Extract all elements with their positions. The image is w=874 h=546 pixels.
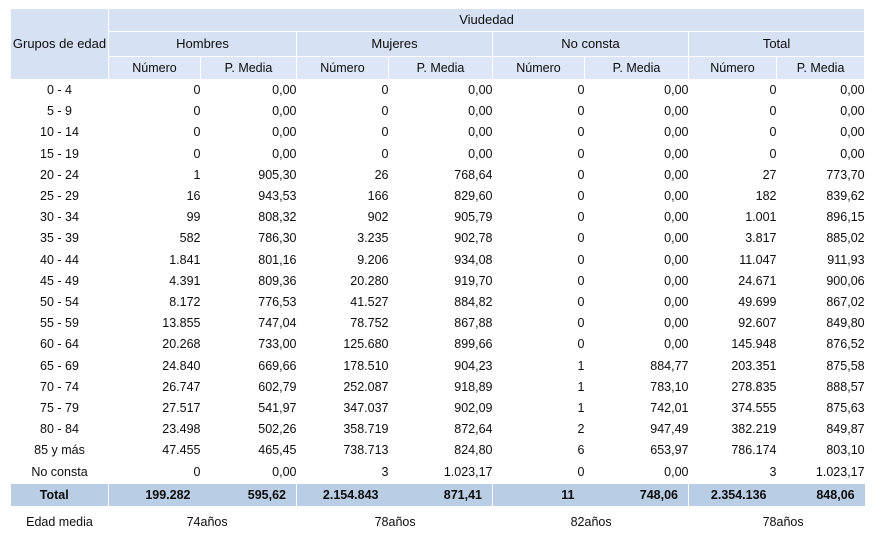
data-cell: 0,00	[664, 167, 689, 182]
data-cell: 875,58	[826, 358, 865, 373]
total-row-label: Total	[11, 483, 109, 506]
data-cell: 801,16	[258, 252, 297, 267]
table-row	[11, 419, 865, 440]
table-row	[11, 186, 865, 207]
data-cell: 11.047	[739, 252, 777, 267]
data-cell: 0,00	[272, 125, 297, 140]
header-row-title	[11, 9, 865, 32]
data-cell: 0	[381, 146, 389, 161]
data-cell: 26.747	[162, 379, 201, 394]
data-cell: 0	[577, 295, 585, 310]
data-cell: 0,00	[664, 252, 689, 267]
data-cell: 41.527	[350, 295, 389, 310]
data-cell: 776,53	[258, 295, 297, 310]
average-age-value: 82	[570, 514, 585, 529]
data-cell: 911,93	[827, 252, 865, 267]
data-cell: 0	[769, 83, 777, 97]
data-cell: 849,87	[826, 422, 865, 437]
data-cell: 0	[193, 83, 201, 97]
data-cell: 786.174	[731, 443, 777, 458]
data-cell: 27.517	[162, 401, 201, 416]
total-cell: 2.354.136	[689, 483, 777, 506]
data-cell: 905,79	[454, 210, 493, 225]
data-cell: 934,08	[454, 252, 493, 267]
table-row	[11, 377, 865, 398]
table-body	[11, 80, 865, 534]
data-cell: 0	[577, 167, 585, 182]
data-cell: 0,00	[468, 104, 493, 119]
data-cell: 896,15	[826, 210, 865, 225]
data-cell: 278.835	[731, 379, 777, 394]
row-group-label: 0 - 4	[46, 83, 72, 97]
data-cell: 653,97	[650, 443, 689, 458]
table-row	[11, 207, 865, 228]
data-cell: 0	[769, 104, 777, 119]
table-row	[11, 122, 865, 143]
data-cell: 0	[193, 125, 201, 140]
data-cell: 0	[577, 316, 585, 331]
group-header-total: Total	[689, 32, 865, 57]
data-cell: 1	[193, 167, 201, 182]
total-cell: 595,62	[201, 483, 297, 506]
data-cell: 733,00	[258, 337, 297, 352]
data-cell: 786,30	[258, 231, 297, 246]
data-cell: 0,00	[468, 146, 493, 161]
table-row	[11, 440, 865, 461]
data-cell: 0	[193, 464, 201, 479]
subheader-mujeres-pmedia: P. Media	[389, 57, 493, 80]
data-cell: 0,00	[468, 125, 493, 140]
data-cell: 947,49	[650, 422, 689, 437]
data-cell: 24.671	[738, 273, 777, 288]
group-header-hombres: Hombres	[109, 32, 297, 57]
data-cell: 582	[179, 231, 201, 246]
row-group-label: 5 - 9	[46, 104, 72, 119]
data-cell: 125.680	[343, 337, 389, 352]
header-row-groups	[11, 32, 865, 57]
average-age-value: 74	[186, 514, 201, 529]
data-cell: 1.841	[169, 252, 201, 267]
group-header-mujeres: Mujeres	[297, 32, 493, 57]
table-row	[11, 271, 865, 292]
total-cell: 848,06	[777, 483, 865, 506]
data-cell: 918,89	[454, 379, 493, 394]
data-cell: 0	[577, 83, 585, 97]
data-cell: 3.817	[745, 231, 777, 246]
data-cell: 3	[381, 464, 389, 479]
data-cell: 602,79	[258, 379, 297, 394]
data-cell: 0	[577, 252, 585, 267]
data-cell: 0,00	[840, 104, 865, 119]
data-cell: 0	[769, 125, 777, 140]
row-group-label: 85 y más	[34, 443, 85, 458]
total-cell: 871,41	[389, 483, 493, 506]
data-cell: 0,00	[272, 464, 297, 479]
viudedad-table	[10, 8, 865, 534]
data-cell: 902,78	[454, 231, 493, 246]
subheader-hombres-pmedia: P. Media	[201, 57, 297, 80]
data-cell: 1.023,17	[443, 464, 493, 479]
data-cell: 0,00	[840, 125, 865, 140]
table-row	[11, 144, 865, 165]
table-row	[11, 313, 865, 334]
data-cell: 8.172	[169, 295, 201, 310]
average-age-unit: años	[584, 514, 612, 529]
data-cell: 92.607	[738, 316, 777, 331]
data-cell: 465,45	[258, 443, 297, 458]
average-age-label: Edad media	[26, 514, 93, 529]
data-cell: 23.498	[162, 422, 201, 437]
row-group-label: No consta	[31, 464, 88, 479]
data-cell: 0,00	[664, 83, 689, 97]
data-cell: 252.087	[343, 379, 389, 394]
data-cell: 0,00	[664, 464, 689, 479]
subheader-hombres-numero: Número	[109, 57, 201, 80]
data-cell: 47.455	[162, 443, 201, 458]
data-cell: 347.037	[343, 401, 389, 416]
data-cell: 829,60	[454, 189, 493, 204]
data-cell: 9.206	[357, 252, 389, 267]
data-cell: 0,00	[664, 337, 689, 352]
data-cell: 839,62	[826, 189, 865, 204]
row-group-label: 30 - 34	[40, 210, 79, 225]
data-cell: 49.699	[738, 295, 777, 310]
data-cell: 0,00	[664, 146, 689, 161]
data-cell: 0	[577, 146, 585, 161]
row-group-label: 80 - 84	[40, 422, 79, 437]
data-cell: 899,66	[454, 337, 493, 352]
data-cell: 738.713	[343, 443, 389, 458]
data-cell: 0,00	[664, 210, 689, 225]
row-group-label: 20 - 24	[40, 167, 79, 182]
data-cell: 0	[381, 125, 389, 140]
data-cell: 2	[577, 422, 585, 437]
row-group-label: 55 - 59	[40, 316, 79, 331]
data-cell: 0,00	[664, 104, 689, 119]
header-row-subcolumns	[11, 57, 865, 80]
data-cell: 876,52	[826, 337, 865, 352]
table-row	[11, 228, 865, 249]
table-row	[11, 356, 865, 377]
data-cell: 809,36	[258, 273, 297, 288]
data-cell: 99	[186, 210, 201, 225]
table-header	[11, 9, 865, 80]
data-cell: 203.351	[731, 358, 777, 373]
data-cell: 0,00	[840, 83, 865, 97]
data-cell: 16	[186, 189, 201, 204]
data-cell: 541,97	[258, 401, 297, 416]
table-row	[11, 292, 865, 313]
data-cell: 885,02	[826, 231, 865, 246]
average-age-unit: años	[776, 514, 804, 529]
data-cell: 803,10	[826, 443, 865, 458]
row-group-label: 70 - 74	[40, 379, 79, 394]
data-cell: 905,30	[258, 167, 297, 182]
data-cell: 24.840	[162, 358, 201, 373]
data-cell: 0	[577, 189, 585, 204]
data-cell: 0,00	[272, 104, 297, 119]
data-cell: 0,00	[664, 231, 689, 246]
data-cell: 4.391	[169, 273, 201, 288]
data-cell: 166	[367, 189, 389, 204]
data-cell: 0	[193, 104, 201, 119]
data-cell: 742,01	[650, 401, 689, 416]
data-cell: 0,00	[840, 146, 865, 161]
data-cell: 872,64	[454, 422, 493, 437]
data-cell: 888,57	[826, 379, 865, 394]
row-group-label: 75 - 79	[40, 401, 79, 416]
data-cell: 374.555	[731, 401, 777, 416]
row-group-label: 65 - 69	[40, 358, 79, 373]
data-cell: 900,06	[826, 273, 865, 288]
data-cell: 875,63	[826, 401, 865, 416]
data-cell: 849,80	[826, 316, 865, 331]
subheader-mujeres-numero: Número	[297, 57, 389, 80]
data-cell: 1	[577, 401, 585, 416]
data-cell: 502,26	[258, 422, 297, 437]
data-cell: 358.719	[343, 422, 389, 437]
data-cell: 0,00	[664, 125, 689, 140]
data-cell: 26	[374, 167, 389, 182]
data-cell: 747,04	[258, 316, 297, 331]
total-cell: 748,06	[585, 483, 689, 506]
subheader-total-numero: Número	[689, 57, 777, 80]
row-group-label: 25 - 29	[40, 189, 79, 204]
average-age-row	[11, 506, 865, 534]
data-cell: 1.023,17	[815, 464, 865, 479]
data-cell: 6	[577, 443, 585, 458]
average-age-value: 78	[374, 514, 389, 529]
data-cell: 0	[193, 146, 201, 161]
data-cell: 20.268	[162, 337, 201, 352]
data-cell: 78.752	[350, 316, 389, 331]
data-cell: 1	[577, 379, 585, 394]
data-cell: 669,66	[258, 358, 297, 373]
table-title: Viudedad	[109, 9, 865, 32]
data-cell: 867,88	[454, 316, 493, 331]
data-cell: 1.001	[745, 210, 777, 225]
data-cell: 27	[762, 167, 777, 182]
data-cell: 3.235	[357, 231, 389, 246]
stub-header: Grupos de edad	[11, 9, 109, 80]
data-cell: 0	[577, 125, 585, 140]
data-cell: 773,70	[826, 167, 865, 182]
data-cell: 382.219	[731, 422, 777, 437]
data-cell: 902,09	[454, 401, 493, 416]
total-cell: 199.282	[109, 483, 201, 506]
data-cell: 0	[577, 464, 585, 479]
average-age-value: 78	[762, 514, 777, 529]
data-cell: 884,77	[650, 358, 689, 373]
data-cell: 0	[577, 104, 585, 119]
total-cell: 2.154.843	[297, 483, 389, 506]
data-cell: 0,00	[664, 273, 689, 288]
data-cell: 0	[769, 146, 777, 161]
subheader-total-pmedia: P. Media	[777, 57, 865, 80]
data-cell: 145.948	[731, 337, 777, 352]
data-cell: 768,64	[454, 167, 493, 182]
data-cell: 13.855	[162, 316, 201, 331]
data-cell: 867,02	[826, 295, 865, 310]
table-row	[11, 334, 865, 355]
row-group-label: 15 - 19	[40, 146, 79, 161]
data-cell: 824,80	[454, 443, 493, 458]
data-cell: 0,00	[664, 189, 689, 204]
total-row	[11, 483, 865, 506]
data-cell: 0,00	[272, 146, 297, 161]
data-cell: 0,00	[272, 83, 297, 97]
row-group-label: 60 - 64	[40, 337, 79, 352]
data-cell: 3	[769, 464, 777, 479]
data-cell: 0,00	[664, 316, 689, 331]
data-cell: 20.280	[350, 273, 389, 288]
row-group-label: 35 - 39	[40, 231, 79, 246]
data-cell: 1	[577, 358, 585, 373]
table-row	[11, 80, 865, 102]
data-cell: 0	[577, 337, 585, 352]
row-group-label: 45 - 49	[40, 273, 79, 288]
data-cell: 0	[577, 273, 585, 288]
data-cell: 0	[381, 104, 389, 119]
table-row	[11, 398, 865, 419]
data-cell: 0	[577, 231, 585, 246]
data-cell: 904,23	[454, 358, 493, 373]
average-age-unit: años	[388, 514, 416, 529]
row-group-label: 50 - 54	[40, 295, 79, 310]
data-cell: 808,32	[258, 210, 297, 225]
table-row	[11, 462, 865, 484]
data-cell: 178.510	[343, 358, 389, 373]
data-cell: 0,00	[664, 295, 689, 310]
data-cell: 902	[367, 210, 389, 225]
data-cell: 182	[755, 189, 777, 204]
row-group-label: 10 - 14	[40, 125, 79, 140]
data-cell: 0,00	[468, 83, 493, 97]
data-cell: 919,70	[454, 273, 493, 288]
data-cell: 943,53	[258, 189, 297, 204]
subheader-noconsta-numero: Número	[493, 57, 585, 80]
table-row	[11, 250, 865, 271]
data-cell: 783,10	[650, 379, 689, 394]
table-row	[11, 101, 865, 122]
group-header-no-consta: No consta	[493, 32, 689, 57]
data-cell: 0	[577, 210, 585, 225]
data-cell: 0	[381, 83, 389, 97]
row-group-label: 40 - 44	[40, 252, 79, 267]
subheader-noconsta-pmedia: P. Media	[585, 57, 689, 80]
data-cell: 884,82	[454, 295, 493, 310]
total-cell: 11	[493, 483, 585, 506]
average-age-unit: años	[200, 514, 228, 529]
table-row	[11, 165, 865, 186]
